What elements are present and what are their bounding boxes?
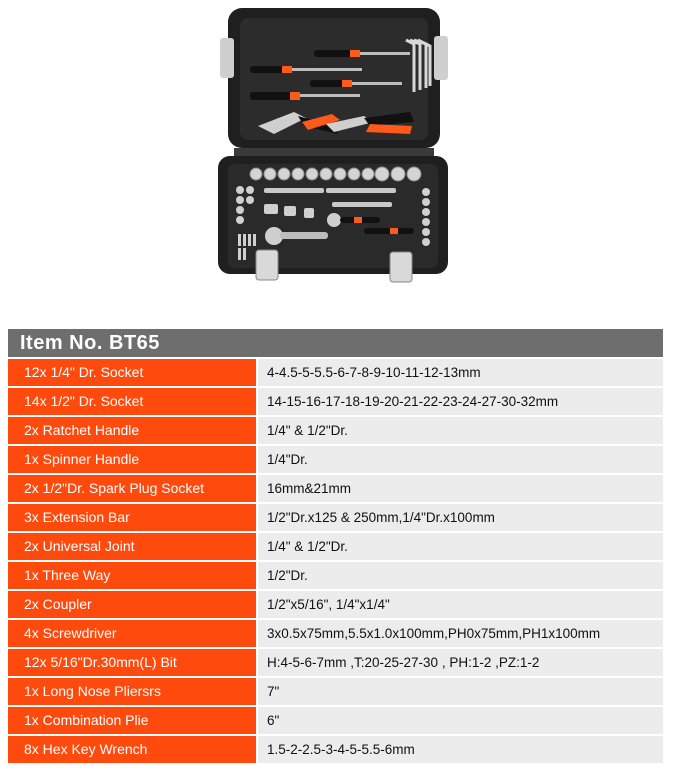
spec-value: 3x0.5x75mm,5.5x1.0x100mm,PH0x75mm,PH1x100mm	[258, 620, 663, 647]
spec-value: 4-4.5-5-5.5-6-7-8-9-10-11-12-13mm	[258, 359, 663, 386]
table-row	[8, 475, 663, 502]
spec-table	[8, 329, 663, 763]
table-row	[8, 388, 663, 415]
table-row	[8, 678, 663, 705]
spec-name: 1x Spinner Handle	[8, 446, 256, 473]
tool-case-photo	[214, 6, 452, 288]
spec-name: 12x 1/4" Dr. Socket	[8, 359, 256, 386]
spec-value: 14-15-16-17-18-19-20-21-22-23-24-27-30-32mm	[258, 388, 663, 415]
spec-name: 12x 5/16"Dr.30mm(L) Bit	[8, 649, 256, 676]
spec-value: 1/4" & 1/2"Dr.	[258, 533, 663, 560]
table-row	[8, 446, 663, 473]
spec-name: 2x Universal Joint	[8, 533, 256, 560]
spec-value: 1/2"Dr.x125 & 250mm,1/4"Dr.x100mm	[258, 504, 663, 531]
table-row	[8, 649, 663, 676]
spec-value: 7"	[258, 678, 663, 705]
spec-value: 1.5-2-2.5-3-4-5-5.5-6mm	[258, 736, 663, 763]
spec-name: 3x Extension Bar	[8, 504, 256, 531]
item-number-title: Item No. BT65	[8, 329, 663, 357]
table-row	[8, 562, 663, 589]
spec-name: 8x Hex Key Wrench	[8, 736, 256, 763]
table-row	[8, 707, 663, 734]
table-row	[8, 736, 663, 763]
spec-value: 1/2"Dr.	[258, 562, 663, 589]
spec-value: 16mm&21mm	[258, 475, 663, 502]
spec-value: 6"	[258, 707, 663, 734]
table-row	[8, 417, 663, 444]
table-row	[8, 504, 663, 531]
table-row	[8, 620, 663, 647]
spec-value: 1/2"x5/16", 1/4"x1/4"	[258, 591, 663, 618]
spec-name: 2x 1/2"Dr. Spark Plug Socket	[8, 475, 256, 502]
spec-value: 1/4"Dr.	[258, 446, 663, 473]
spec-value: 1/4" & 1/2"Dr.	[258, 417, 663, 444]
spec-name: 2x Coupler	[8, 591, 256, 618]
spec-name: 2x Ratchet Handle	[8, 417, 256, 444]
table-row	[8, 533, 663, 560]
table-row	[8, 591, 663, 618]
spec-name: 1x Combination Plie	[8, 707, 256, 734]
spec-value: H:4-5-6-7mm ,T:20-25-27-30 , PH:1-2 ,PZ:1-2	[258, 649, 663, 676]
spec-name: 1x Three Way	[8, 562, 256, 589]
table-row	[8, 359, 663, 386]
spec-name: 4x Screwdriver	[8, 620, 256, 647]
spec-name: 14x 1/2" Dr. Socket	[8, 388, 256, 415]
spec-name: 1x Long Nose Pliersrs	[8, 678, 256, 705]
